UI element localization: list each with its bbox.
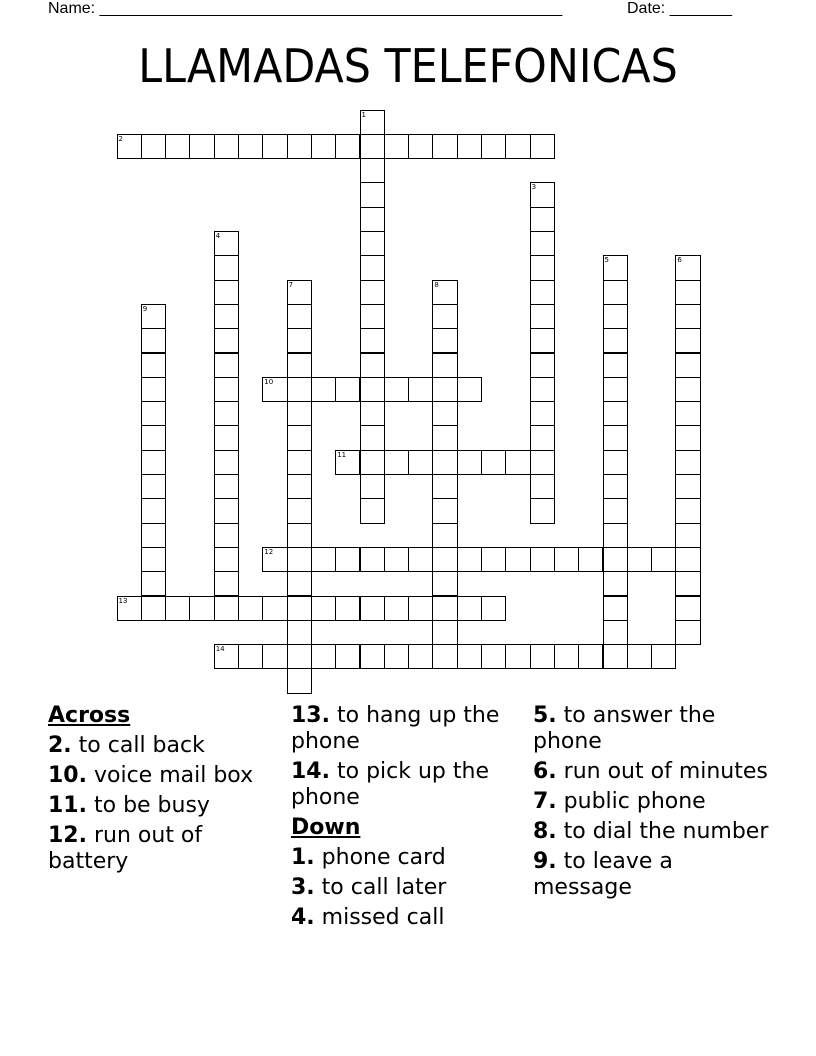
clue-number: 5. — [533, 703, 557, 728]
grid-cell[interactable] — [238, 134, 263, 159]
clue-number: 11. — [48, 793, 87, 818]
grid-cell[interactable] — [603, 498, 628, 523]
grid-cell[interactable] — [457, 134, 482, 159]
clue-text: to hang up the phone — [291, 703, 500, 754]
grid-cell[interactable] — [505, 450, 530, 475]
grid-cell[interactable] — [675, 280, 700, 305]
grid-cell[interactable] — [189, 596, 214, 621]
clue-text: run out of battery — [48, 823, 203, 874]
grid-cell[interactable] — [287, 474, 312, 499]
grid-cell[interactable] — [262, 596, 287, 621]
grid-cell[interactable] — [214, 304, 239, 329]
page-title: LLAMADAS TELEFONICAS — [138, 39, 678, 93]
grid-cell[interactable] — [530, 328, 555, 353]
grid-cell[interactable] — [408, 377, 433, 402]
grid-cell[interactable] — [214, 134, 239, 159]
grid-cell[interactable] — [360, 425, 385, 450]
grid-cell[interactable] — [360, 401, 385, 426]
grid-cell[interactable] — [360, 328, 385, 353]
clue-number: 9. — [533, 849, 557, 874]
grid-cell[interactable] — [675, 377, 700, 402]
grid-cell[interactable] — [214, 644, 239, 669]
grid-cell[interactable] — [360, 474, 385, 499]
grid-cell[interactable] — [262, 644, 287, 669]
grid-cell[interactable] — [141, 304, 166, 329]
grid-cell[interactable] — [530, 547, 555, 572]
grid-cell[interactable] — [432, 328, 457, 353]
grid-cell[interactable] — [335, 644, 360, 669]
grid-cell[interactable] — [530, 231, 555, 256]
grid-cell[interactable] — [287, 644, 312, 669]
grid-cell[interactable] — [311, 134, 336, 159]
grid-cell[interactable] — [603, 401, 628, 426]
cell-number: 14 — [215, 645, 225, 654]
clue-text: to be busy — [93, 793, 210, 818]
clue-across-12 — [48, 823, 288, 875]
grid-cell[interactable] — [675, 353, 700, 378]
grid-cell[interactable] — [141, 377, 166, 402]
grid-cell[interactable] — [408, 596, 433, 621]
grid-cell[interactable] — [360, 304, 385, 329]
across-heading: Across — [48, 703, 131, 728]
clue-across-2 — [48, 733, 288, 759]
grid-cell[interactable] — [384, 450, 409, 475]
grid-cell[interactable] — [481, 450, 506, 475]
grid-cell[interactable] — [311, 547, 336, 572]
grid-cell[interactable] — [432, 304, 457, 329]
grid-cell[interactable] — [603, 547, 628, 572]
grid-cell[interactable] — [360, 182, 385, 207]
grid-cell[interactable] — [214, 328, 239, 353]
grid-cell[interactable] — [165, 134, 190, 159]
grid-cell[interactable] — [214, 231, 239, 256]
cell-number: 12 — [264, 547, 274, 556]
cell-number: 7 — [288, 280, 294, 289]
clue-text: to call later — [321, 875, 447, 900]
grid-cell[interactable] — [603, 255, 628, 280]
grid-cell[interactable] — [432, 450, 457, 475]
grid-cell[interactable] — [554, 644, 579, 669]
grid-cell[interactable] — [675, 547, 700, 572]
cell-number: 4 — [215, 232, 221, 240]
clue-column-3 — [533, 703, 773, 905]
clue-number: 13. — [291, 703, 330, 728]
grid-cell[interactable] — [384, 134, 409, 159]
grid-cell[interactable] — [505, 547, 530, 572]
grid-cell[interactable] — [578, 644, 603, 669]
grid-cell[interactable] — [287, 328, 312, 353]
grid-cell[interactable] — [675, 498, 700, 523]
grid-cell[interactable] — [651, 644, 676, 669]
grid-cell[interactable] — [214, 255, 239, 280]
grid-cell[interactable] — [675, 450, 700, 475]
clue-down-1 — [291, 845, 531, 871]
grid-cell[interactable] — [214, 547, 239, 572]
grid-cell[interactable] — [141, 134, 166, 159]
grid-cell[interactable] — [603, 353, 628, 378]
grid-cell[interactable] — [675, 328, 700, 353]
grid-cell[interactable] — [141, 547, 166, 572]
grid-cell[interactable] — [408, 547, 433, 572]
grid-cell[interactable] — [530, 207, 555, 232]
grid-cell[interactable] — [287, 668, 312, 693]
grid-cell[interactable] — [214, 377, 239, 402]
grid-cell[interactable] — [603, 571, 628, 596]
grid-cell[interactable] — [432, 620, 457, 645]
grid-cell[interactable] — [432, 547, 457, 572]
clue-down-7 — [533, 789, 773, 815]
grid-cell[interactable] — [481, 547, 506, 572]
grid-cell[interactable] — [141, 425, 166, 450]
grid-cell[interactable] — [360, 644, 385, 669]
grid-cell[interactable] — [287, 450, 312, 475]
grid-cell[interactable] — [287, 425, 312, 450]
grid-cell[interactable] — [189, 134, 214, 159]
cell-number: 10 — [264, 377, 274, 386]
grid-cell[interactable] — [360, 280, 385, 305]
grid-cell[interactable] — [287, 280, 312, 305]
grid-cell[interactable] — [384, 377, 409, 402]
grid-cell[interactable] — [360, 596, 385, 621]
grid-cell[interactable] — [481, 134, 506, 159]
clue-down-8 — [533, 819, 773, 845]
grid-cell[interactable] — [675, 255, 700, 280]
grid-cell[interactable] — [335, 377, 360, 402]
grid-cell[interactable] — [360, 110, 385, 135]
grid-cell[interactable] — [408, 644, 433, 669]
cell-number: 6 — [677, 256, 682, 265]
grid-cell[interactable] — [603, 280, 628, 305]
grid-cell[interactable] — [603, 644, 628, 669]
grid-cell[interactable] — [117, 596, 142, 621]
grid-cell[interactable] — [603, 304, 628, 329]
grid-cell[interactable] — [432, 280, 457, 305]
grid-cell[interactable] — [214, 596, 239, 621]
grid-cell[interactable] — [627, 547, 652, 572]
grid-cell[interactable] — [287, 620, 312, 645]
grid-cell[interactable] — [287, 377, 312, 402]
clue-number: 10. — [48, 763, 87, 788]
grid-cell[interactable] — [603, 377, 628, 402]
grid-cell[interactable] — [457, 596, 482, 621]
grid-cell[interactable] — [335, 134, 360, 159]
clue-column-1 — [48, 703, 288, 879]
clue-text: run out of minutes — [563, 759, 768, 784]
grid-cell[interactable] — [360, 158, 385, 183]
grid-cell[interactable] — [457, 377, 482, 402]
clue-number: 1. — [291, 845, 315, 870]
clue-number: 7. — [533, 789, 557, 814]
clue-down-6 — [533, 759, 773, 785]
grid-cell[interactable] — [262, 134, 287, 159]
clue-number: 8. — [533, 819, 557, 844]
clue-text: phone card — [321, 845, 446, 870]
grid-cell[interactable] — [287, 498, 312, 523]
grid-cell[interactable] — [530, 304, 555, 329]
grid-cell[interactable] — [432, 474, 457, 499]
grid-cell[interactable] — [432, 425, 457, 450]
clue-down-3 — [291, 875, 531, 901]
grid-cell[interactable] — [214, 571, 239, 596]
grid-cell[interactable] — [530, 644, 555, 669]
grid-cell[interactable] — [165, 596, 190, 621]
grid-cell[interactable] — [675, 596, 700, 621]
grid-cell[interactable] — [675, 474, 700, 499]
grid-cell[interactable] — [311, 596, 336, 621]
clue-number: 3. — [291, 875, 315, 900]
grid-cell[interactable] — [287, 547, 312, 572]
down-heading: Down — [291, 815, 361, 840]
cell-number: 9 — [142, 304, 148, 313]
grid-cell[interactable] — [360, 207, 385, 232]
grid-cell[interactable] — [360, 134, 385, 159]
grid-cell[interactable] — [287, 571, 312, 596]
grid-cell[interactable] — [384, 547, 409, 572]
grid-cell[interactable] — [457, 547, 482, 572]
grid-cell[interactable] — [432, 353, 457, 378]
cell-number: 13 — [118, 596, 128, 605]
grid-cell[interactable] — [214, 523, 239, 548]
clue-number: 12. — [48, 823, 87, 848]
grid-cell[interactable] — [603, 596, 628, 621]
grid-cell[interactable] — [214, 280, 239, 305]
grid-cell[interactable] — [214, 498, 239, 523]
grid-cell[interactable] — [505, 644, 530, 669]
grid-cell[interactable] — [360, 450, 385, 475]
grid-cell[interactable] — [360, 255, 385, 280]
grid-cell[interactable] — [457, 644, 482, 669]
grid-cell[interactable] — [214, 353, 239, 378]
grid-cell[interactable] — [141, 474, 166, 499]
grid-cell[interactable] — [530, 450, 555, 475]
grid-cell[interactable] — [360, 547, 385, 572]
grid-cell[interactable] — [262, 547, 287, 572]
cell-number: 2 — [118, 134, 123, 143]
grid-cell[interactable] — [141, 523, 166, 548]
grid-cell[interactable] — [141, 328, 166, 353]
grid-cell[interactable] — [578, 547, 603, 572]
grid-cell[interactable] — [311, 377, 336, 402]
grid-cell[interactable] — [530, 474, 555, 499]
cell-number: 1 — [361, 110, 366, 119]
grid-cell[interactable] — [675, 304, 700, 329]
clue-text: to answer the phone — [533, 703, 716, 754]
grid-cell[interactable] — [287, 134, 312, 159]
grid-cell[interactable] — [360, 377, 385, 402]
clue-across-14 — [291, 759, 531, 811]
grid-cell[interactable] — [481, 596, 506, 621]
clue-text: to leave a message — [533, 849, 673, 900]
clue-number: 2. — [48, 733, 72, 758]
grid-cell[interactable] — [311, 644, 336, 669]
grid-cell[interactable] — [214, 401, 239, 426]
grid-cell[interactable] — [530, 134, 555, 159]
clue-across-13 — [291, 703, 531, 755]
grid-cell[interactable] — [141, 571, 166, 596]
grid-cell[interactable] — [603, 523, 628, 548]
clue-text: to call back — [78, 733, 205, 758]
grid-cell[interactable] — [432, 377, 457, 402]
grid-cell[interactable] — [432, 401, 457, 426]
cell-number: 3 — [531, 183, 537, 192]
cell-number: 11 — [337, 450, 347, 459]
grid-cell[interactable] — [530, 255, 555, 280]
cell-number: 5 — [604, 256, 609, 265]
clue-text: public phone — [563, 789, 706, 814]
grid-cell[interactable] — [287, 523, 312, 548]
clue-number: 4. — [291, 905, 315, 930]
grid-cell[interactable] — [603, 474, 628, 499]
clue-down-9 — [533, 849, 773, 901]
clue-text: to dial the number — [563, 819, 769, 844]
grid-cell[interactable] — [530, 498, 555, 523]
grid-cell[interactable] — [530, 401, 555, 426]
clue-down-4 — [291, 905, 531, 931]
grid-cell[interactable] — [603, 425, 628, 450]
grid-cell[interactable] — [141, 353, 166, 378]
date-line[interactable]: Date: _______ — [627, 0, 732, 17]
grid-cell[interactable] — [675, 425, 700, 450]
grid-cell[interactable] — [287, 596, 312, 621]
grid-cell[interactable] — [675, 523, 700, 548]
grid-cell[interactable] — [141, 450, 166, 475]
grid-cell[interactable] — [287, 304, 312, 329]
clue-column-2 — [291, 703, 531, 935]
clue-text: missed call — [321, 905, 445, 930]
grid-cell[interactable] — [530, 425, 555, 450]
grid-cell[interactable] — [384, 644, 409, 669]
clue-number: 14. — [291, 759, 330, 784]
grid-cell[interactable] — [530, 377, 555, 402]
grid-cell[interactable] — [530, 280, 555, 305]
grid-cell[interactable] — [141, 596, 166, 621]
clue-text: to pick up the phone — [291, 759, 489, 810]
clue-number: 6. — [533, 759, 557, 784]
grid-cell[interactable] — [238, 596, 263, 621]
clue-across-11 — [48, 793, 288, 819]
grid-cell[interactable] — [117, 134, 142, 159]
grid-cell[interactable] — [675, 571, 700, 596]
grid-cell[interactable] — [214, 450, 239, 475]
clue-down-5 — [533, 703, 773, 755]
grid-cell[interactable] — [214, 474, 239, 499]
grid-cell[interactable] — [675, 620, 700, 645]
grid-cell[interactable] — [360, 498, 385, 523]
grid-cell[interactable] — [408, 134, 433, 159]
grid-cell[interactable] — [432, 596, 457, 621]
clue-text: voice mail box — [93, 763, 254, 788]
name-line[interactable]: Name: ____________________________________________________ — [48, 0, 563, 17]
grid-cell[interactable] — [481, 644, 506, 669]
grid-cell[interactable] — [432, 523, 457, 548]
cell-number: 8 — [434, 280, 439, 289]
clue-across-10 — [48, 763, 288, 789]
grid-cell[interactable] — [384, 596, 409, 621]
grid-cell[interactable] — [335, 547, 360, 572]
grid-cell[interactable] — [287, 401, 312, 426]
grid-cell[interactable] — [530, 182, 555, 207]
grid-cell[interactable] — [530, 353, 555, 378]
grid-cell[interactable] — [408, 450, 433, 475]
grid-cell[interactable] — [214, 425, 239, 450]
grid-cell[interactable] — [432, 498, 457, 523]
grid-cell[interactable] — [432, 644, 457, 669]
grid-cell[interactable] — [360, 231, 385, 256]
grid-cell[interactable] — [554, 547, 579, 572]
grid-cell[interactable] — [141, 401, 166, 426]
grid-cell[interactable] — [603, 328, 628, 353]
grid-cell[interactable] — [287, 353, 312, 378]
grid-cell[interactable] — [360, 353, 385, 378]
grid-cell[interactable] — [505, 134, 530, 159]
grid-cell[interactable] — [335, 450, 360, 475]
grid-cell[interactable] — [457, 450, 482, 475]
grid-cell[interactable] — [603, 450, 628, 475]
grid-cell[interactable] — [432, 134, 457, 159]
grid-cell[interactable] — [432, 571, 457, 596]
grid-cell[interactable] — [603, 620, 628, 645]
grid-cell[interactable] — [238, 644, 263, 669]
grid-cell[interactable] — [335, 596, 360, 621]
grid-cell[interactable] — [651, 547, 676, 572]
grid-cell[interactable] — [675, 401, 700, 426]
grid-cell[interactable] — [262, 377, 287, 402]
grid-cell[interactable] — [627, 644, 652, 669]
grid-cell[interactable] — [141, 498, 166, 523]
